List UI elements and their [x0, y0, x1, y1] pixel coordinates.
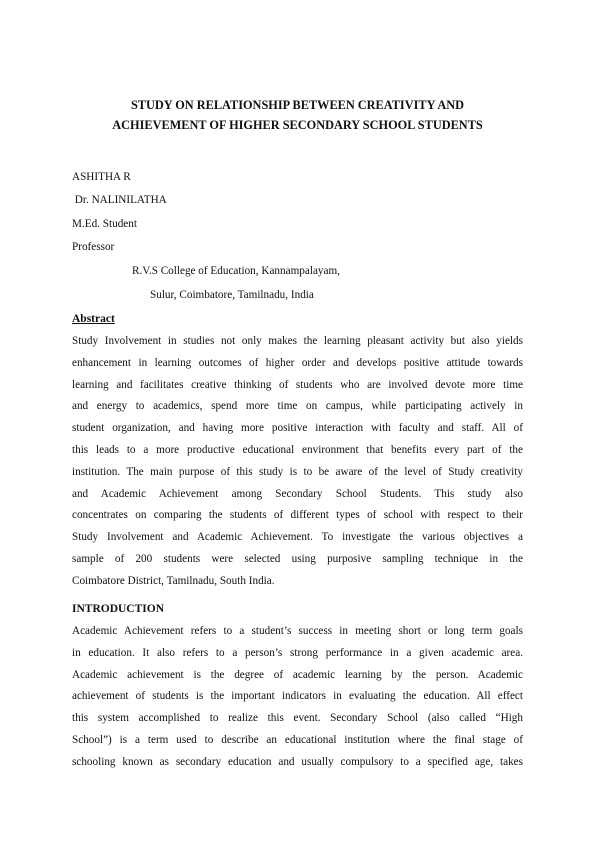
abstract-line: institution. The main purpose of this study is to be aware of the level of Study creativity	[72, 465, 523, 478]
abstract-line: concentrates on comparing the students of different types of school with respect to their	[72, 509, 523, 522]
introduction-line: achievement of students is the important indicators in evaluating the education. All effect	[72, 690, 523, 703]
author-affiliation-2: Sulur, Coimbatore, Tamilnadu, India	[150, 289, 314, 301]
abstract-line: enhancement in learning outcomes of higher order and develops positive attitude towards	[72, 356, 523, 369]
abstract-line: sample of 200 students were selected using purposive sampling technique in the	[72, 552, 523, 565]
abstract-line: and energy to academics, spend more time on campus, while participating actively in	[72, 400, 523, 413]
introduction-line: Academic achievement is the degree of academic learning by the person. Academic	[72, 668, 523, 681]
paper-title-line-1: STUDY ON RELATIONSHIP BETWEEN CREATIVITY AND	[130, 98, 465, 112]
author-name-1: ASHITHA R	[72, 171, 131, 183]
abstract-line: learning and facilitates creative thinking of students who are involved devote more time	[72, 378, 523, 391]
introduction-line: in education. It also refers to a person’s strong performance in a given academic area.	[72, 646, 523, 659]
introduction-line: School”) is a term used to describe an educational institution where the final stage of	[72, 733, 523, 746]
paper-title-line-2: ACHIEVEMENT OF HIGHER SECONDARY SCHOOL STUDENTS	[112, 118, 483, 132]
introduction-line: this system accomplished to realize this event. Secondary School (also called “High	[72, 712, 523, 725]
introduction-line: Academic Achievement refers to a student’s success in meeting short or long term goals	[72, 625, 523, 637]
abstract-line: and Academic Achievement among Secondary School Students. This study also	[72, 487, 523, 500]
introduction-line: schooling known as secondary education and usually compulsory to a specified age, takes	[72, 755, 523, 768]
author-role-2: Professor	[72, 241, 115, 253]
author-affiliation-1: R.V.S College of Education, Kannampalayam,	[132, 265, 340, 277]
abstract-line: Coimbatore District, Tamilnadu, South India.	[72, 574, 275, 587]
abstract-line: this leads to a more productive educational environment that benefits every part of the	[72, 443, 523, 456]
author-name-2: Dr. NALINILATHA	[72, 194, 167, 206]
abstract-line: Study Involvement in studies not only makes the learning pleasant activity but also yields	[72, 335, 523, 347]
introduction-paragraph	[72, 621, 523, 774]
introduction-heading: INTRODUCTION	[72, 603, 165, 615]
author-role-1: M.Ed. Student	[72, 218, 137, 230]
abstract-line: Study Involvement and Academic Achievement. To investigate the various objectives a	[72, 531, 523, 544]
abstract-heading: Abstract	[72, 313, 115, 325]
abstract-paragraph	[72, 331, 523, 593]
abstract-line: student organization, and having more positive interaction with faculty and staff. All of	[72, 422, 523, 435]
